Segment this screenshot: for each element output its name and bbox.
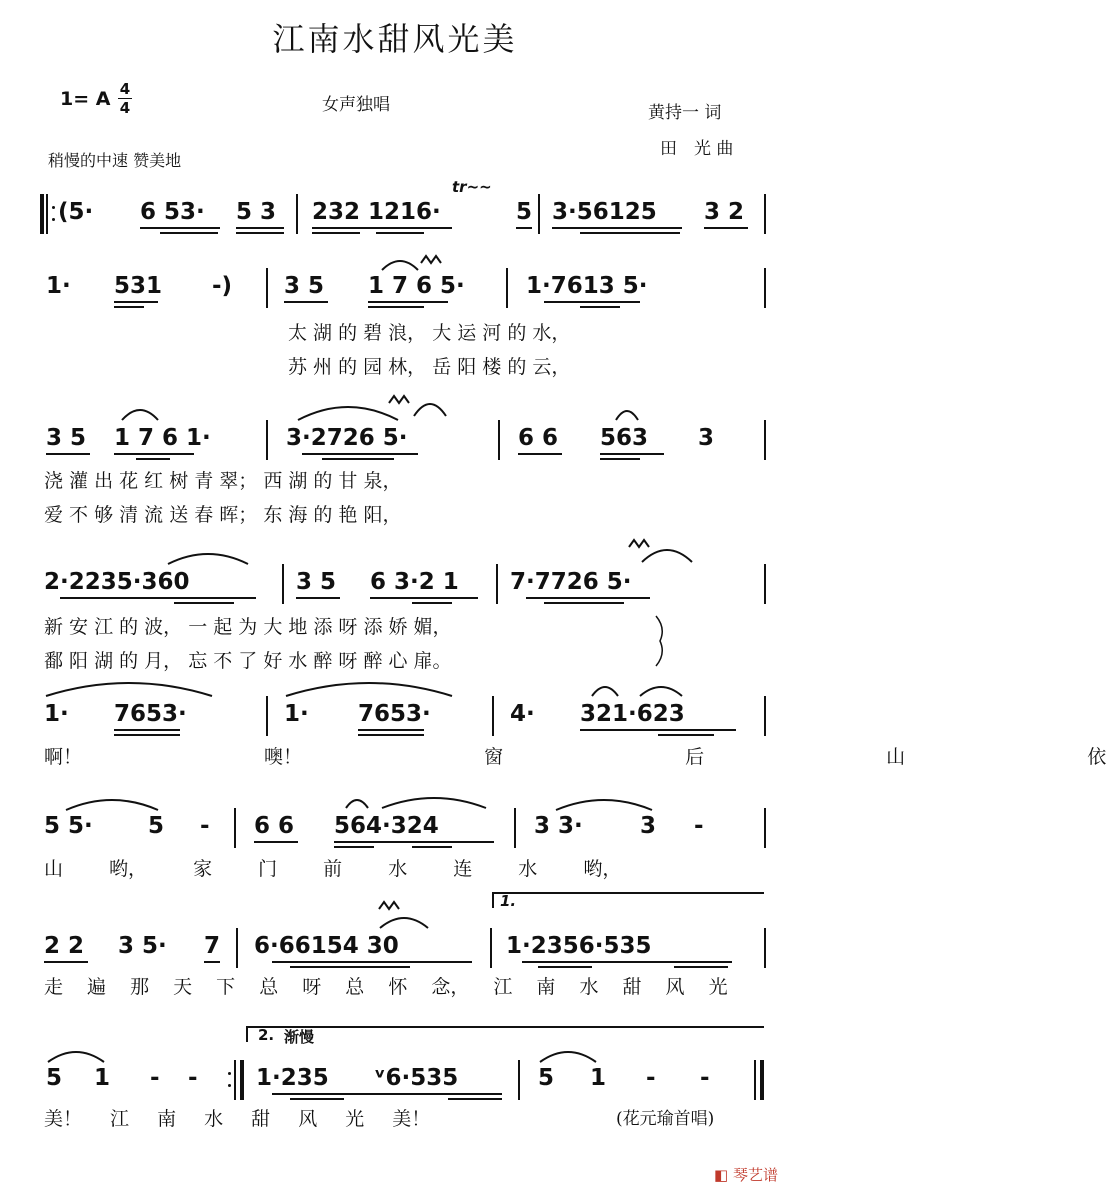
lyric-verse-1 xyxy=(40,742,1106,768)
underline xyxy=(376,232,424,234)
note-text: 2·2235·360 xyxy=(44,569,190,595)
underline xyxy=(114,301,158,303)
note-text: 5 3 xyxy=(236,199,277,225)
note-text: 3 xyxy=(698,425,715,451)
note-text: 7653· xyxy=(358,701,431,727)
lyric-text: 浇 灌 出 花 红 树 青 翠； 西 湖 的 甘 泉， xyxy=(44,470,402,492)
singer-credit: (花元瑜首唱) xyxy=(616,1109,715,1129)
note-text: 1·2356·535 xyxy=(506,933,652,959)
lyric-verse-1 xyxy=(40,318,770,342)
brace xyxy=(654,614,668,668)
underline xyxy=(46,453,90,455)
underline xyxy=(114,729,180,731)
note-text: 5 xyxy=(538,1065,555,1091)
underline xyxy=(236,227,284,229)
score-line-4 xyxy=(40,564,770,684)
barline xyxy=(764,808,766,848)
barline xyxy=(764,194,766,234)
slur xyxy=(378,912,430,930)
underline xyxy=(272,961,472,963)
note-text: 3 5 xyxy=(284,273,325,299)
underline xyxy=(516,227,532,229)
slur xyxy=(64,794,160,812)
barline xyxy=(296,194,298,234)
note-text: 5 xyxy=(516,199,533,225)
underline xyxy=(272,1093,502,1095)
underline xyxy=(538,966,592,968)
lyric-text: 新 安 江 的 波， 一 起 为 大 地 添 呀 添 娇 媚， xyxy=(44,616,452,638)
barline xyxy=(754,1060,756,1100)
note-text: 5 5· xyxy=(44,813,93,839)
underline xyxy=(312,232,360,234)
underline xyxy=(370,597,478,599)
underline xyxy=(522,961,732,963)
score-line-6 xyxy=(40,808,770,928)
slur xyxy=(380,792,488,810)
note-text: 1 xyxy=(94,1065,111,1091)
site-logo xyxy=(714,1164,778,1185)
barline xyxy=(266,696,268,736)
underline xyxy=(312,227,452,229)
slur xyxy=(638,680,684,698)
barline xyxy=(764,928,766,968)
note-row xyxy=(40,420,770,460)
lyric-verse-2 xyxy=(40,500,770,524)
note-row xyxy=(40,928,770,968)
lyric-text: 爱 不 够 清 流 送 春 晖； 东 海 的 艳 阳， xyxy=(44,504,402,526)
barline xyxy=(496,564,498,604)
underline xyxy=(358,734,424,736)
barline xyxy=(506,268,508,308)
note-text: - xyxy=(700,1065,710,1091)
slur xyxy=(380,256,420,272)
barline xyxy=(282,564,284,604)
score-line-2 xyxy=(40,268,770,388)
trill-mark: tr~~ xyxy=(452,178,492,196)
underline xyxy=(290,966,410,968)
note-text: 6 6 xyxy=(518,425,559,451)
underline xyxy=(674,966,728,968)
underline xyxy=(334,841,494,843)
barline xyxy=(764,420,766,460)
underline xyxy=(174,602,234,604)
note-text: 1·235 xyxy=(256,1065,329,1091)
volta-1-label: 1. xyxy=(500,892,517,910)
mordent-icon xyxy=(420,254,442,266)
note-text: 3·56125 xyxy=(552,199,657,225)
note-text: 564·324 xyxy=(334,813,439,839)
note-text: 3 2 xyxy=(704,199,745,225)
note-text: 1 7 6 1· xyxy=(114,425,211,451)
slur xyxy=(120,404,160,422)
key-signature xyxy=(60,88,110,110)
underline xyxy=(60,597,256,599)
slur xyxy=(590,680,620,698)
note-text: -) xyxy=(212,273,233,299)
underline xyxy=(580,232,680,234)
underline xyxy=(254,841,298,843)
underline xyxy=(544,301,640,303)
note-text: - xyxy=(200,813,210,839)
note-text: 321·623 xyxy=(580,701,685,727)
underline xyxy=(322,458,394,460)
underline xyxy=(658,734,714,736)
note-text: ᵛ6·535 xyxy=(374,1065,459,1091)
barline xyxy=(498,420,500,460)
barline xyxy=(266,420,268,460)
note-text: (5· xyxy=(58,199,94,225)
slur xyxy=(614,404,640,422)
underline xyxy=(412,846,452,848)
barline xyxy=(490,928,492,968)
volta-2-label: 2. xyxy=(258,1026,275,1044)
logo-icon: ◧ xyxy=(714,1166,729,1184)
underline xyxy=(44,961,88,963)
note-text: 4· xyxy=(510,701,535,727)
underline xyxy=(204,961,220,963)
repeat-barline xyxy=(240,1060,244,1100)
volta-1 xyxy=(492,892,764,908)
underline xyxy=(412,602,452,604)
note-text: - xyxy=(188,1065,198,1091)
underline xyxy=(114,734,180,736)
barline xyxy=(236,928,238,968)
barline xyxy=(234,808,236,848)
barline xyxy=(46,194,48,234)
lyric-text: 美！ 江 南 水 甜 风 光 美！ xyxy=(44,1108,431,1130)
note-text: 1· xyxy=(284,701,309,727)
barline xyxy=(518,1060,520,1100)
underline xyxy=(518,453,562,455)
mordent-icon xyxy=(388,394,410,406)
lyric-text: 鄱 阳 湖 的 月， 忘 不 了 好 水 醉 呀 醉 心 扉。 xyxy=(44,650,452,672)
key-signature-text: 1= A xyxy=(60,88,111,110)
note-text: 1 xyxy=(590,1065,607,1091)
note-text: 531 xyxy=(114,273,163,299)
barline xyxy=(514,808,516,848)
volta-2 xyxy=(246,1026,764,1046)
note-text: 7653· xyxy=(114,701,187,727)
underline xyxy=(284,301,328,303)
repeat-dot xyxy=(52,218,55,221)
lyric-text: 山 哟， 家 门 前 水 连 水 哟， xyxy=(44,858,622,880)
lyric-verse-1 xyxy=(40,854,770,878)
note-text: - xyxy=(150,1065,160,1091)
song-title: 江南水甜风光美 xyxy=(272,20,518,58)
note-text: 1·7613 5· xyxy=(526,273,648,299)
underline xyxy=(114,306,144,308)
underline xyxy=(600,453,664,455)
underline xyxy=(236,232,284,234)
barline xyxy=(538,194,540,234)
note-text: 6·66154 30 xyxy=(254,933,399,959)
barline xyxy=(764,268,766,308)
underline xyxy=(334,846,374,848)
score-line-3 xyxy=(40,420,770,540)
note-text: 3·2726 5· xyxy=(286,425,408,451)
note-row xyxy=(40,194,770,234)
time-signature-bottom: 4 xyxy=(119,99,131,117)
repeat-dot xyxy=(228,1072,231,1075)
note-text: 3 5· xyxy=(118,933,167,959)
underline xyxy=(296,597,340,599)
underline xyxy=(290,1098,344,1100)
slur xyxy=(296,400,400,422)
note-row xyxy=(40,268,770,308)
underline xyxy=(704,227,748,229)
lyric-verse-1 xyxy=(40,466,770,490)
underline xyxy=(448,1098,502,1100)
tempo-marking: 稍慢的中速 赞美地 xyxy=(48,151,182,170)
repeat-dot xyxy=(52,206,55,209)
underline xyxy=(526,597,650,599)
lyricist-credit: 黄持一 词 xyxy=(648,103,722,123)
slur xyxy=(46,1046,106,1064)
slur xyxy=(412,396,448,418)
underline xyxy=(552,227,682,229)
underline xyxy=(580,306,620,308)
note-text: - xyxy=(694,813,704,839)
barline xyxy=(266,268,268,308)
underline xyxy=(302,453,418,455)
note-text: 7·7726 5· xyxy=(510,569,632,595)
underline xyxy=(600,458,640,460)
lyric-text: 苏 州 的 园 林， 岳 阳 楼 的 云， xyxy=(288,356,571,378)
repeat-dot xyxy=(228,1084,231,1087)
slur xyxy=(44,676,214,698)
barline xyxy=(764,696,766,736)
note-text: 6 3·2 1 xyxy=(370,569,459,595)
lyric-text: 走 遍 那 天 下 总 呀 总 怀 念， 江 南 水 甜 风 光 xyxy=(44,976,728,998)
logo-text: 琴艺谱 xyxy=(732,1166,778,1184)
underline xyxy=(160,232,218,234)
underline xyxy=(544,602,624,604)
note-text: 1· xyxy=(46,273,71,299)
ritard-marking: 渐慢 xyxy=(284,1028,315,1046)
note-text: 1 7 6 5· xyxy=(368,273,465,299)
mordent-icon xyxy=(378,900,400,912)
final-barline xyxy=(760,1060,764,1100)
barline xyxy=(492,696,494,736)
note-text: 7 xyxy=(204,933,221,959)
lyric-text: 啊！ 噢！ 窗 后 山 依 xyxy=(44,746,1106,768)
slur xyxy=(284,676,454,698)
note-row xyxy=(40,808,770,848)
underline xyxy=(358,729,424,731)
slur xyxy=(344,794,370,810)
note-text: 5 xyxy=(148,813,165,839)
barline xyxy=(234,1060,236,1100)
repeat-barline xyxy=(40,194,44,234)
note-text: 6 6 xyxy=(254,813,295,839)
time-signature xyxy=(118,80,132,117)
lyric-verse-2 xyxy=(40,352,770,376)
slur xyxy=(166,548,250,566)
performance-note: 女声独唱 xyxy=(322,95,390,115)
slur xyxy=(538,1046,598,1064)
note-text: 3 xyxy=(640,813,657,839)
note-text: - xyxy=(646,1065,656,1091)
time-signature-top: 4 xyxy=(119,80,131,98)
note-text: 3 5 xyxy=(46,425,87,451)
underline xyxy=(368,306,424,308)
note-text: 3 5 xyxy=(296,569,337,595)
note-row xyxy=(40,1060,770,1100)
underline xyxy=(140,227,220,229)
note-text: 1· xyxy=(44,701,69,727)
note-text: 2 2 xyxy=(44,933,85,959)
note-text: 6 53· xyxy=(140,199,205,225)
underline xyxy=(368,301,448,303)
lyric-verse-1 xyxy=(40,972,770,996)
lyric-text: 太 湖 的 碧 浪， 大 运 河 的 水， xyxy=(288,322,571,344)
underline xyxy=(580,729,736,731)
barline xyxy=(764,564,766,604)
underline xyxy=(136,458,170,460)
slur xyxy=(640,542,694,564)
note-text: 5 xyxy=(46,1065,63,1091)
slur xyxy=(554,794,654,812)
note-text: 232 1216· xyxy=(312,199,441,225)
note-text: 3 3· xyxy=(534,813,583,839)
underline xyxy=(114,453,194,455)
note-row xyxy=(40,564,770,604)
composer-credit: 田 光 曲 xyxy=(660,139,734,159)
note-text: 563 xyxy=(600,425,649,451)
note-row xyxy=(40,696,770,736)
